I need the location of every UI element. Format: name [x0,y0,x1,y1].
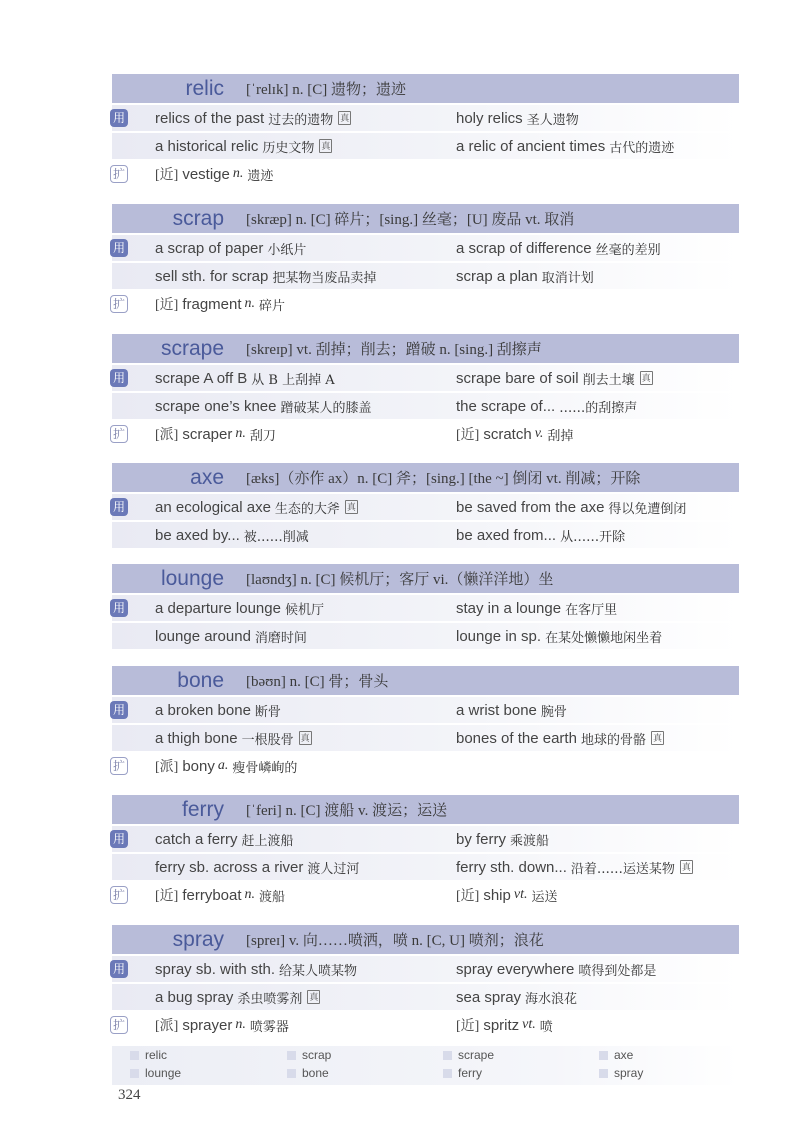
chinese-gloss: 刮掉 [547,428,574,444]
usage-row [112,494,739,520]
usage-row [112,623,739,649]
review-word-list [112,1046,739,1085]
entry-cell [456,133,674,159]
chinese-gloss: 沿着……运送某物 [570,861,675,877]
review-word [130,1066,181,1080]
entry-cell [456,263,594,289]
extension-row [112,291,739,317]
checkbox-icon [130,1051,139,1060]
chinese-gloss: 小纸片 [267,242,307,258]
usage-icon: 用 [110,239,128,257]
part-of-speech: a. [217,758,229,773]
english-phrase: catch a ferry [155,830,238,848]
page-number: 324 [118,1087,141,1103]
usage-icon: 用 [110,109,128,127]
review-word [443,1066,482,1080]
headword-definition: [bəʊn] n. [C] 骨；骨头 [246,674,389,690]
usage-row [112,235,739,261]
part-of-speech: n. [232,166,244,181]
exam-mark-icon: 真 [340,113,350,123]
headword: relic [185,76,224,100]
usage-row [112,725,739,751]
entry-cell [456,623,662,649]
chinese-gloss: 断骨 [254,704,281,720]
usage-row [112,522,739,548]
english-phrase: a wrist bone [456,701,537,719]
headword-definition: [æks]（亦作 ax）n. [C] 斧；[sing.] [the ~] 倒闭 vt. 削减；开除 [246,471,641,487]
english-phrase: scrape A off B [155,369,248,387]
entry-cell [155,105,351,131]
checkbox-icon [443,1051,452,1060]
chinese-gloss: 运送 [531,889,558,905]
review-word [599,1048,633,1062]
chinese-gloss: 从……开除 [560,529,626,545]
relation-tag: [派] [155,760,179,775]
entry-cell [155,291,285,317]
review-word-label: relic [145,1048,168,1062]
english-phrase: be axed from... [456,526,557,544]
extension-icon: 扩 [110,425,128,443]
chinese-gloss: 过去的遗物 [268,112,334,128]
chinese-gloss: 得以免遭倒闭 [608,501,687,517]
exam-mark-icon: 真 [300,733,310,743]
checkbox-icon [130,1069,139,1078]
usage-icon: 用 [110,830,128,848]
chinese-gloss: 渡人过河 [307,861,360,877]
entry-cell [155,854,359,880]
word-entry [112,204,739,317]
chinese-gloss: 给某人喷某物 [279,963,358,979]
checkbox-icon [287,1069,296,1078]
chinese-gloss: 在客厅里 [565,602,618,618]
headword: scrap [172,206,224,230]
part-of-speech: n. [235,1017,246,1032]
exam-mark-icon: 真 [309,992,319,1002]
usage-row [112,365,739,391]
english-phrase: holy relics [456,109,523,127]
review-word-label: bone [302,1066,329,1080]
usage-icon: 用 [110,701,128,719]
headword-bar [112,334,739,363]
entry-cell [456,393,637,419]
word-entry [112,564,739,649]
entry-cell [155,623,307,649]
entry-cell [456,595,617,621]
chinese-gloss: 瘦骨嶙峋的 [232,760,298,776]
english-phrase: a scrap of difference [456,239,592,257]
extension-icon: 扩 [110,1016,128,1034]
usage-row [112,393,739,419]
english-phrase: ferry sb. across a river [155,858,304,876]
usage-icon: 用 [110,498,128,516]
entry-cell [155,984,320,1010]
word-entry [112,795,739,908]
headword-definition: [skræp] n. [C] 碎片；[sing.] 丝毫；[U] 废品 vt. 取消 [246,212,575,228]
extension-icon: 扩 [110,165,128,183]
entry-cell [155,697,281,723]
part-of-speech: vt. [522,1017,536,1032]
chinese-gloss: 渡船 [259,889,286,905]
part-of-speech: n. [244,887,256,902]
relation-tag: [派] [155,428,179,443]
entry-cell [155,133,332,159]
english-phrase: sprayer [182,1016,233,1034]
entry-cell [456,697,567,723]
review-word-label: ferry [458,1066,482,1080]
chinese-gloss: 候机厅 [284,602,324,618]
relation-tag: [近] [456,428,480,443]
entry-cell [155,725,312,751]
relation-tag: [派] [155,1019,179,1034]
extension-row [112,161,739,187]
review-word [287,1048,331,1062]
entry-cell [155,882,285,908]
usage-icon: 用 [110,369,128,387]
headword: spray [172,927,224,951]
extension-row [112,753,739,779]
english-phrase: scrap a plan [456,267,538,285]
entry-cell [456,235,661,261]
review-word-label: lounge [145,1066,182,1080]
headword: lounge [160,566,224,590]
extension-row [112,882,739,908]
word-entry [112,925,739,1038]
chinese-gloss: 消磨时间 [254,630,307,646]
headword-bar [112,74,739,103]
usage-row [112,105,739,131]
usage-icon: 用 [110,599,128,617]
english-phrase: a scrap of paper [155,239,264,257]
extension-icon: 扩 [110,886,128,904]
english-phrase: spritz [483,1016,520,1034]
headword: bone [177,668,224,692]
english-phrase: sea spray [456,988,522,1006]
english-phrase: fragment [182,295,242,313]
chinese-gloss: 削去土壤 [582,372,635,388]
review-word [130,1048,167,1062]
review-word-label: scrap [302,1048,332,1062]
english-phrase: relics of the past [155,109,265,127]
exam-mark-icon: 真 [681,862,691,872]
chinese-gloss: 腕骨 [540,704,567,720]
exam-mark-icon: 真 [652,733,662,743]
entry-cell [155,235,306,261]
chinese-gloss: 喷 [539,1019,553,1035]
english-phrase: an ecological axe [155,498,271,516]
usage-row [112,956,739,982]
extension-row [112,1012,739,1038]
chinese-gloss: 喷得到处都是 [578,963,657,979]
english-phrase: scrape bare of soil [456,369,579,387]
usage-row [112,133,739,159]
usage-row [112,984,739,1010]
entry-cell [456,725,664,751]
exam-mark-icon: 真 [321,141,331,151]
checkbox-icon [443,1069,452,1078]
entry-cell [155,956,357,982]
usage-row [112,595,739,621]
chinese-gloss: 从 B 上刮掉 A [251,372,335,388]
entry-cell [456,365,653,391]
english-phrase: lounge around [155,627,251,645]
english-phrase: the scrape of... [456,397,556,415]
headword-bar [112,564,739,593]
entry-cell [456,882,557,908]
word-entry [112,74,739,187]
chinese-gloss: 一根股骨 [241,732,294,748]
chinese-gloss: 赶上渡船 [241,833,294,849]
english-phrase: sell sth. for scrap [155,267,269,285]
english-phrase: by ferry [456,830,507,848]
entry-cell [155,1012,289,1038]
checkbox-icon [599,1051,608,1060]
word-entry [112,334,739,447]
english-phrase: ship [483,886,511,904]
headword-bar [112,666,739,695]
entry-cell [456,956,656,982]
usage-row [112,263,739,289]
review-word-label: axe [614,1048,634,1062]
exam-mark-icon: 真 [346,502,356,512]
entry-cell [456,421,573,447]
chinese-gloss: 杀虫喷雾剂 [237,991,303,1007]
checkbox-icon [599,1069,608,1078]
chinese-gloss: 碎片 [259,298,286,314]
review-word [443,1048,494,1062]
english-phrase: a bug spray [155,988,234,1006]
headword-bar [112,925,739,954]
chinese-gloss: 把某物当废品卖掉 [272,270,377,286]
entry-cell [155,161,273,187]
entry-cell [456,826,549,852]
chinese-gloss: 在某处懒懒地闲坐着 [545,630,663,646]
chinese-gloss: 刮刀 [249,428,276,444]
chinese-gloss: 海水浪花 [525,991,578,1007]
extension-icon: 扩 [110,757,128,775]
exam-mark-icon: 真 [641,373,651,383]
english-phrase: a broken bone [155,701,251,719]
english-phrase: spray sb. with sth. [155,960,276,978]
headword-definition: [spreɪ] v. 向……喷洒，喷 n. [C, U] 喷剂；浪花 [246,933,544,949]
headword-bar [112,204,739,233]
chinese-gloss: 蹭破某人的膝盖 [280,400,372,416]
entry-cell [155,494,358,520]
headword-definition: [laʊndʒ] n. [C] 候机厅；客厅 vi.（懒洋洋地）坐 [246,572,554,588]
english-phrase: stay in a lounge [456,599,562,617]
english-phrase: scrape one’s knee [155,397,277,415]
entry-cell [456,105,579,131]
review-word-label: scrape [458,1048,495,1062]
part-of-speech: n. [244,296,256,311]
review-word-label: spray [614,1066,644,1080]
part-of-speech: vt. [513,887,528,902]
entry-cell [155,393,372,419]
entry-cell [456,854,693,880]
english-phrase: ferryboat [182,886,242,904]
usage-row [112,697,739,723]
chinese-gloss: 遗迹 [247,168,274,184]
entry-cell [456,1012,553,1038]
entry-cell [155,826,294,852]
chinese-gloss: 历史文物 [262,140,315,156]
english-phrase: spray everywhere [456,960,575,978]
english-phrase: a departure lounge [155,599,281,617]
chinese-gloss: 地球的骨骼 [580,732,646,748]
chinese-gloss: 喷雾器 [249,1019,289,1035]
word-entry [112,666,739,779]
entry-cell [456,494,686,520]
english-phrase: scratch [483,425,532,443]
english-phrase: scraper [182,425,233,443]
english-phrase: ferry sth. down... [456,858,567,876]
chinese-gloss: 圣人遗物 [526,112,579,128]
headword-definition: [ˈferi] n. [C] 渡船 v. 渡运；运送 [246,803,448,819]
relation-tag: [近] [155,168,179,183]
extension-icon: 扩 [110,295,128,313]
entry-cell [155,421,276,447]
chinese-gloss: 被……削减 [243,529,309,545]
word-entry [112,463,739,548]
part-of-speech: n. [235,426,246,441]
entry-cell [456,522,625,548]
entry-cell [155,595,324,621]
part-of-speech: v. [534,426,544,441]
entry-cell [155,365,335,391]
review-word [287,1066,329,1080]
relation-tag: [近] [155,889,179,904]
entry-cell [155,522,309,548]
chinese-gloss: ……的刮擦声 [559,400,638,416]
english-phrase: a thigh bone [155,729,238,747]
entry-cell [155,263,376,289]
english-phrase: be axed by... [155,526,240,544]
english-phrase: a relic of ancient times [456,137,606,155]
relation-tag: [近] [456,1019,480,1034]
relation-tag: [近] [155,298,179,313]
chinese-gloss: 丝毫的差别 [595,242,661,258]
headword-bar [112,795,739,824]
chinese-gloss: 生态的大斧 [274,501,340,517]
headword: axe [190,465,224,489]
usage-row [112,826,739,852]
extension-row [112,421,739,447]
entry-cell [456,984,577,1010]
english-phrase: bony [182,757,215,775]
entry-cell [155,753,297,779]
headword: scrape [160,336,224,360]
usage-icon: 用 [110,960,128,978]
chinese-gloss: 乘渡船 [510,833,550,849]
review-word [599,1066,643,1080]
checkbox-icon [287,1051,296,1060]
headword-definition: [skreɪp] vt. 刮掉；削去；蹭破 n. [sing.] 刮擦声 [246,342,542,358]
english-phrase: a historical relic [155,137,259,155]
chinese-gloss: 古代的遗迹 [609,140,675,156]
english-phrase: vestige [182,165,230,183]
english-phrase: be saved from the axe [456,498,605,516]
english-phrase: lounge in sp. [456,627,542,645]
english-phrase: bones of the earth [456,729,577,747]
relation-tag: [近] [456,889,480,904]
headword-bar [112,463,739,492]
headword: ferry [182,797,224,821]
usage-row [112,854,739,880]
chinese-gloss: 取消计划 [541,270,594,286]
headword-definition: [ˈrelɪk] n. [C] 遗物；遗迹 [246,82,406,98]
